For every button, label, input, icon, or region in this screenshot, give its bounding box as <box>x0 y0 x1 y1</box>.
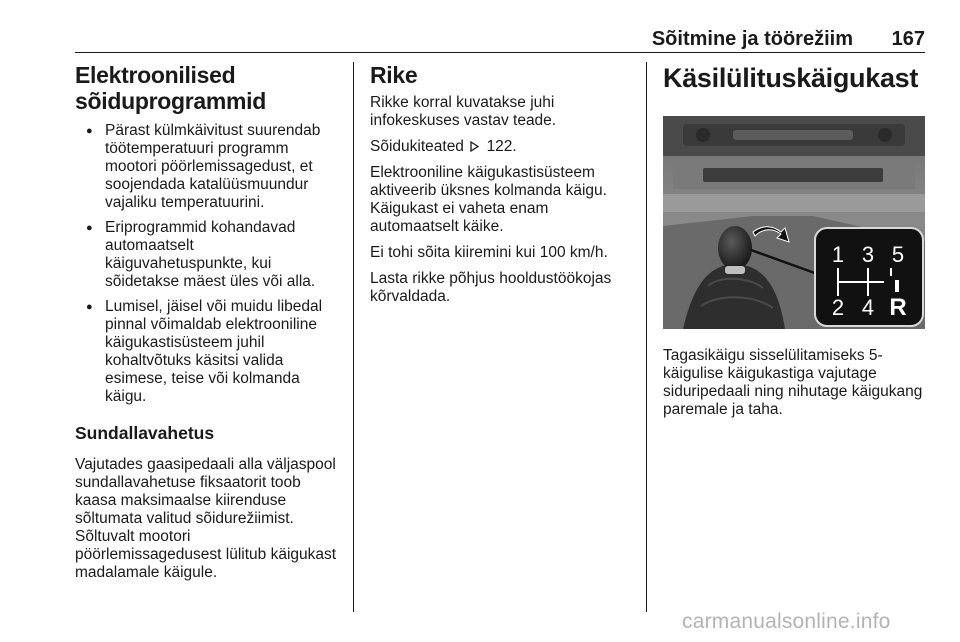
subheading-kickdown: Sundallavahetus <box>75 423 215 443</box>
list-item: ● Eriprogrammid kohandavad automaatselt käiguvahetuspunkte, kui sõidetakse mäest üles või alla. <box>75 219 337 291</box>
fault-paragraph-5: Lasta rikke põhjus hooldustöökojas kõrvaldada. <box>370 270 612 305</box>
bullet-list <box>75 122 337 406</box>
heading-electronic-programs: Elektroonilised sõiduprogrammid <box>75 62 267 114</box>
page-reference-arrow-icon <box>470 141 480 152</box>
section-title: Sõitmine ja töörežiim <box>651 28 853 50</box>
gear-label-4: 4 <box>861 295 875 320</box>
gear-lever-image <box>663 116 925 329</box>
fault-paragraph-4: Ei tohi sõita kiiremini kui 100 km/h. <box>370 244 608 261</box>
column-left <box>75 62 337 582</box>
list-item: ● Pärast külmkäivitust suurendab töötemperatuuri programm mootori pöörlemissagedust, et soojendada katalüüsmuundur vajaliku temperatuurini. <box>75 122 337 212</box>
gear-lever-photo <box>663 116 925 329</box>
page-number: 167 <box>891 28 925 50</box>
fault-paragraph-2 <box>370 138 638 156</box>
kickdown-paragraph: Vajutades gaasipedaali alla väljaspool sundallavahetuse fiksaatorit toob kaasa maksimaalse kiirenduse sõltumata valitud sõidurežiimist. Sõltuvalt mootori pöörlemissagedusest lülitub käigukast madalamale käigule. <box>75 456 337 581</box>
reverse-indicator-bar <box>895 280 899 292</box>
gear-label-3: 3 <box>861 242 875 267</box>
fault-paragraph-3: Elektrooniline käigukastisüsteem aktiveerib üksnes kolmanda käigu. Käigukast ei vaheta enam automaatselt käike. <box>370 164 607 235</box>
column-divider <box>646 62 647 612</box>
column-right <box>663 62 925 419</box>
gear-label-2: 2 <box>831 295 845 320</box>
xref-page-link[interactable]: 122. <box>486 138 517 155</box>
watermark-text: carmanualsonline.info <box>682 610 891 633</box>
gear-label-5: 5 <box>891 242 905 267</box>
image-caption: Tagasikäigu sisselülitamiseks 5-käigulise käigukastiga vajutage siduripedaali ning nihutage käigukang paremale ja taha. <box>663 347 923 418</box>
gear-label-reverse: R <box>889 294 907 321</box>
column-middle <box>370 62 638 306</box>
heading-manual-gearbox: Käsilülituskäigukast <box>663 63 919 93</box>
xref-label: Sõidukiteated <box>370 138 464 155</box>
list-item: ● Lumisel, jäisel või muidu libedal pinnal võimaldab elektrooniline käigukastisüsteem juhil kohaltvõtuks käsitsi valida esimese, teise või kolmanda käigu. <box>75 298 337 406</box>
column-divider <box>353 62 354 612</box>
gear-label-1: 1 <box>831 242 845 267</box>
fault-paragraph-1: Rikke korral kuvatakse juhi infokeskuses vastav teade. <box>370 94 557 129</box>
heading-fault: Rike <box>370 62 418 88</box>
page-header <box>75 26 925 53</box>
